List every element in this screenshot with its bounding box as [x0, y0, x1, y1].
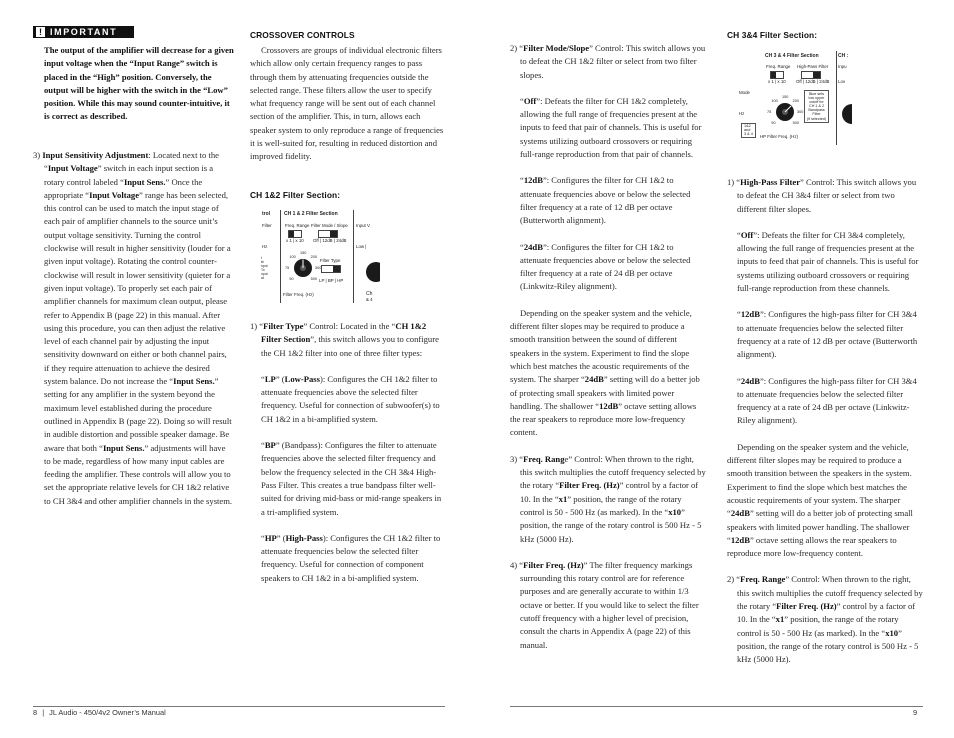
ch12-filter-diagram: [258, 208, 378, 304]
ch34-24db-paragraph: “24dB”: Configures the high-pass filter for CH 3&4 to attenuate frequencies below the selected filter frequency at a rate of 24 dB per octave (Linkwitz-Riley alignment).: [737, 375, 917, 426]
left-page-number: 8: [33, 708, 38, 717]
ch34-freq-range: Freq. Range: [766, 64, 791, 69]
freq-range-paragraph: 3) “Freq. Range” Control: When thrown to the right, this switch multiplies the cutoff frequency selected by the rotary “Filter Freq. (Hz)” control by a factor of 10. In the “x1” position, the range of the rotary control is 50 - 500 Hz (as marked). In the “x10” position, the range of the rotary control is 500 Hz - 5 kHz (5000 Hz).: [510, 453, 706, 544]
crossover-column: [250, 30, 445, 164]
ch12-input-sens-knob[interactable]: [360, 260, 380, 290]
24db-paragraph: “24dB”: Configures the filter for CH 1&2 to attenuate frequencies above or below the selected filter frequency at a rate of 24 dB per octave (Linkwitz-Riley alignment).: [520, 241, 691, 292]
ch12-more-column: [510, 42, 706, 652]
dial-tick-label: 75: [285, 266, 290, 270]
dial-tick-label: 500: [310, 276, 317, 281]
ch34-dial-label: HP Filter Freq. (Hz): [760, 134, 798, 139]
ch12-dial-label: Filter Freq. (Hz): [283, 292, 314, 297]
lp-paragraph: “LP” (Low-Pass): Configures the CH 1&2 filter to attenuate frequencies above the selected filter frequency. Useful for connection of subwoofer(s) to CH 1&2 in a bi-amplified system.: [261, 373, 440, 424]
ch12-filter-type-switch[interactable]: [321, 265, 341, 273]
ch34-hp-filter: High-Pass Filter: [797, 64, 829, 69]
dial-tick-label: 75: [767, 110, 772, 114]
ch34-panel-title: CH 3 & 4 Filter Section: [765, 53, 819, 59]
dial-tick-label: 200: [792, 99, 799, 104]
ch12-left-tiny: t te nput To nput at: [261, 256, 268, 280]
ch12-x1-x10: x 1 | x 10: [286, 238, 304, 243]
ch12-left-sub: Filter: [262, 223, 272, 228]
ch34-x1-x10: x 1 | x 10: [768, 79, 786, 84]
ch34-mode: Mode: [739, 90, 750, 95]
ch12-items: [250, 320, 445, 585]
filter-freq-paragraph: 4) “Filter Freq. (Hz)” The filter frequency markings surrounding this rotary control are for reference purposes and are generally accurate to within 1/3 octave or better. If you would like to select the filter cutoff frequency with a higher level of precision, consult the charts in Appendix A (page 22) of this manual.: [510, 559, 699, 650]
input-sensitivity-section: [33, 149, 233, 508]
ch12-freq-range-switch[interactable]: [288, 230, 302, 238]
dial-tick-label: 100: [289, 255, 296, 260]
right-footer-rule: [510, 706, 923, 707]
slope-paragraph: Depending on the speaker system and the vehicle, different filter slopes may be required to produce a smooth transition between the sound of different speakers in the system. Experiment to find the slope which best matches the acoustic requirements of the system. The sharper “24dB” setting will do a better job of protecting small speakers with limited power handling. The shallower “12dB” octave setting allows the rear speakers to reproduce more low-frequency content.: [510, 307, 700, 438]
ch34-hz: Hz: [739, 111, 745, 116]
crossover-intro: Crossovers are groups of individual electronic filters which allow only certain frequency ranges to pass through them by attenuating frequencies outside the selected range. These filters allow the user to specify what frequency range will be sent out of each channel section of the amplifier. This, in turn, allows each speaker system to only reproduce a range of frequencies it is well-suited for, resulting in reduced distortion and improved fidelity.: [250, 45, 444, 162]
dial-tick-label: 500: [792, 120, 799, 125]
ch12-right-ch2: & 4: [366, 297, 373, 302]
ch34-left-small: 1&2 and 3 & 4: [741, 123, 756, 138]
ch34-bp-note: Blue sets low upper cutoff for CH 1 & 2 Bandpass Filter (if selected): [804, 90, 829, 123]
ch34-input-sens-knob[interactable]: [836, 100, 852, 130]
ch34-input-cut: Inpu: [838, 64, 847, 69]
filter-type-paragraph: 1) “Filter Type” Control: Located in the “CH 1&2 Filter Section”, this switch allows you to configure the CH 1&2 filter into one of three filter types:: [250, 321, 439, 358]
important-badge: [33, 26, 134, 38]
ch34-hp-filter-switch[interactable]: [801, 71, 821, 79]
dial-tick-label: 50: [771, 120, 776, 125]
crossover-title: CROSSOVER CONTROLS: [250, 30, 355, 40]
right-page-number: 9: [913, 708, 918, 717]
exclamation-icon: !: [36, 27, 45, 37]
input-sensitivity-paragraph: 3) Input Sensitivity Adjustment: Located next to the “Input Voltage” switch in each input section is a rotary control labeled “Input Sens.” Once the appropriate “Input Voltage” range has been selected, this control can be used to match the input stage of each pair of amplifier channels to the source unit’s output voltage sensitivity. Turning the control clockwise will result in higher sensitivity (louder for a given input voltage). Rotating the control counter-clockwise will result in lower sensitivity (quieter for a given input voltage). To properly set each pair of amplifier channels for maximum clean output, please refer to Appendix B (page 22) in this manual. After using this procedure, you can then adjust the relative level of each channel pair by adjusting the input sensitivity downward on either or both channel pairs, if they require attenuation to achieve the desired system balance. Do not increase the “Input Sens.” setting for any amplifier in the system beyond the maximum level established during the procedure outlined in Appendix B (page 22). Doing so will result in audible distortion and possible speaker damage. Be aware that both “Input Sens.” adjustments will have to be made, regardless of how many input cables are feeding the amplifier. These controls will allow you to set the appropriate relative levels for CH 1&2 relative to CH 3&4 and other amplifier channels in the system.: [33, 150, 233, 506]
ch12-right-ch: Ch: [366, 291, 373, 297]
ch12-filter-type: Filter Type: [320, 258, 341, 263]
ch12-left-hz: Hz: [262, 244, 268, 249]
ch34-freq-range-paragraph: 2) “Freq. Range” Control: When thrown to the right, this switch multiplies the cutoff frequency selected by the rotary “Filter Freq. (Hz)” control by a factor of 10. In the “x1” position, the range of the rotary control is 50 - 500 Hz (as marked). In the “x10” position, the range of the rotary control is 500 Hz - 5 kHz (5000 Hz).: [727, 574, 923, 665]
ch34-heading: CH 3&4 Filter Section:: [727, 30, 818, 40]
ch12-right-low: Low |: [356, 244, 367, 249]
ch12-filter-mode-switch[interactable]: [318, 230, 338, 238]
important-text: The output of the amplifier will decrease for a given input voltage when the “Input Range” switch is placed in the “High” position. Conversely, the output will be higher with the switch in the “Low” position. While this may sound counter-intuitive, it is correct as described.: [44, 45, 234, 122]
left-footer: [33, 708, 166, 717]
dial-tick-label: 50: [289, 276, 294, 281]
ch12-off-12-24: Off | 12dB | 24dB: [313, 238, 347, 243]
dial-tick-label: 300: [797, 110, 804, 114]
dial-tick-label: 100: [771, 99, 778, 104]
ch12-left-cut: trol: [262, 211, 271, 217]
manual-title: JL Audio - 450/4v2 Owner’s Manual: [49, 708, 166, 717]
footer-separator: |: [42, 708, 45, 717]
off-paragraph: “Off”: Defeats the filter for CH 1&2 completely, allowing the full range of frequencies present at the inputs to feed that pair of channels. This is useful for systems utilizing outboard crossovers or requiring full-range reproduction from that pair of channels.: [520, 95, 702, 160]
ch12-right-cut: Input V: [356, 223, 370, 228]
ch34-low-cut: Lov: [838, 79, 846, 84]
ch12-heading: CH 1&2 Filter Section:: [250, 190, 341, 200]
bp-paragraph: “BP” (Bandpass): Configures the filter to attenuate frequencies above the selected filter frequency and below the frequency selected in the CH 3&4 High-Pass Filter. This creates a true bandpass filter well-suited for driving mid-bass or mid-range speakers in a tri-amplified system.: [261, 440, 442, 517]
hp-paragraph: “HP” (High-Pass): Configures the CH 1&2 filter to attenuate frequencies below the selected filter frequency. Useful for connection of component speakers to CH 1&2 in a bi-amplified system.: [261, 532, 441, 583]
filter-mode-paragraph: 2) “Filter Mode/Slope” Control: This switch allows you to defeat the CH 1&2 filter or select from two filter slopes.: [510, 43, 706, 80]
dial-tick-label: 150: [782, 95, 789, 99]
important-note: [44, 44, 234, 124]
ch12-panel-title: CH 1 & 2 Filter Section: [284, 211, 338, 217]
ch34-off-paragraph: “Off”: Defeats the filter for CH 3&4 completely, allowing the full range of frequencies present at the inputs to feed that pair of channels. This is useful for systems utilizing outboard crossovers or requiring full-range reproduction from these channels.: [737, 229, 919, 294]
dial-tick-label: 150: [300, 251, 307, 255]
ch34-freq-range-switch[interactable]: [770, 71, 784, 79]
ch34-filter-diagram: [738, 50, 850, 146]
ch12-freq-range: Freq. Range: [285, 223, 310, 228]
ch34-12db-paragraph: “12dB”: Configures the high-pass filter for CH 3&4 to attenuate frequencies below the selected filter frequency at a rate of 12 dB per octave (Butterworth alignment).: [737, 309, 918, 360]
important-label: IMPORTANT: [50, 27, 118, 37]
dial-tick-label: 200: [310, 255, 317, 260]
ch34-off-12-24: Off | 12dB | 24dB: [796, 79, 830, 84]
ch12-lp-bp-hp: LP | BP | HP: [319, 278, 344, 283]
hpf-paragraph: 1) “High-Pass Filter” Control: This switch allows you to defeat the CH 3&4 filter or select from two different filter slopes.: [727, 177, 917, 214]
dial-tick-label: 300: [315, 266, 322, 270]
ch34-items: [727, 176, 923, 667]
ch12-filter-mode: Filter Mode / Slope: [311, 223, 348, 228]
left-footer-rule: [33, 706, 445, 707]
ch34-title-cut: CH :: [838, 53, 849, 59]
12db-paragraph: “12dB”: Configures the filter for CH 1&2 to attenuate frequencies above or below the selected filter frequency at a rate of 12 dB per octave (Butterworth alignment).: [520, 175, 691, 226]
ch34-slope-paragraph: Depending on the speaker system and the vehicle, different filter slopes may be required to produce a smooth transition between the speakers in the system. Experiment to find the slope which best matches the acoustic requirements of your system. The sharper “24dB” setting will do a better job of protecting small speakers with limited power handling. The shallower “12dB” octave setting allows the rear speakers to reproduce more low-frequency content.: [727, 441, 913, 559]
